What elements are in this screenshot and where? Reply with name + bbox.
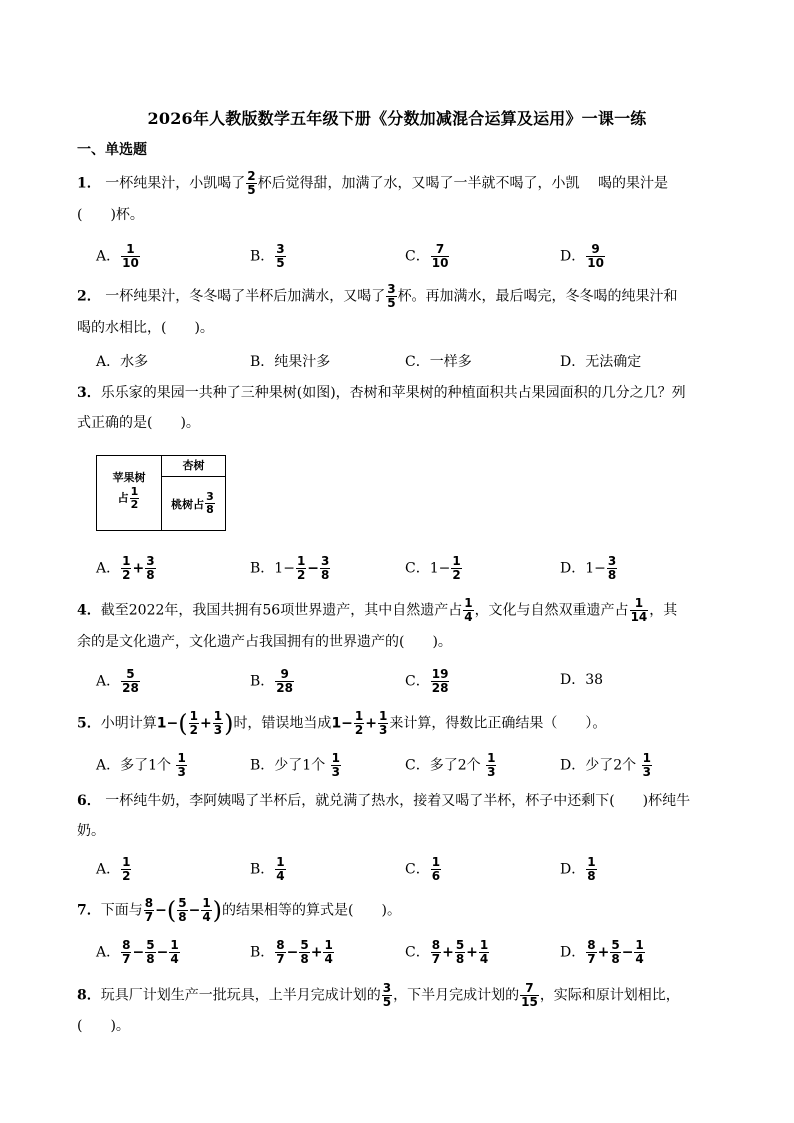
option-b[interactable]: B．1− $\frac{1}{2}$ − $\frac{3}{8}$: [250, 554, 330, 582]
option-d[interactable]: D．无法确定: [560, 354, 642, 370]
question-3: 3．乐乐家的果园一共种了三种果树(如图)，杏树和苹果树的种植面积共占果园面积的几分之几？列: [77, 385, 686, 401]
peach-region: 桃树占 $\frac{3}{8}$: [171, 490, 214, 516]
option-d[interactable]: D． $\frac{9}{10}$: [560, 242, 604, 270]
option-a[interactable]: A． $\frac{1}{2}$: [96, 855, 131, 883]
question-7: 7．下面与 $\frac{8}{7}$ −( $\frac{5}{8}$ − $\frac{1}{4}$ )的结果相等的算式是( )。: [77, 896, 401, 925]
option-d[interactable]: D．少了2个 $\frac{1}{3}$: [560, 751, 651, 779]
question-4-line2: 余的是文化遗产，文化遗产占我国拥有的世界遗产的( )。: [77, 634, 452, 650]
question-number: 5．: [77, 715, 101, 732]
option-b[interactable]: B． $\frac{9}{28}$: [250, 667, 293, 695]
question-number: 8．: [77, 987, 101, 1004]
option-a[interactable]: A． $\frac{1}{10}$: [96, 242, 139, 270]
option-b[interactable]: B． $\frac{1}{4}$: [250, 855, 285, 883]
option-b[interactable]: B．少了1个 $\frac{1}{3}$: [250, 751, 341, 779]
option-b[interactable]: B． $\frac{8}{7}$ − $\frac{5}{8}$ + $\frac{1}{4}$: [250, 938, 333, 966]
fraction: $\frac{2}{5}$: [247, 169, 256, 197]
option-b[interactable]: B． $\frac{3}{5}$: [250, 242, 285, 270]
question-number: 6．: [77, 793, 101, 809]
apple-region: 苹果树 占 $\frac{1}{2}$: [97, 456, 162, 530]
option-c[interactable]: C． $\frac{7}{10}$: [405, 242, 449, 270]
fraction: $\frac{3}{5}$: [387, 282, 396, 310]
section-heading: 一、单选题: [77, 142, 147, 158]
option-a[interactable]: A． $\frac{8}{7}$ − $\frac{5}{8}$ − $\frac{1}{4}$: [96, 938, 179, 966]
option-b[interactable]: B．纯果汁多: [250, 354, 331, 370]
option-d[interactable]: D．1− $\frac{3}{8}$: [560, 554, 617, 582]
question-number: 3．: [77, 385, 101, 401]
question-2-line2: 喝的水相比，( )。: [77, 320, 214, 336]
question-number: 7．: [77, 902, 101, 919]
option-d[interactable]: D． $\frac{8}{7}$ + $\frac{5}{8}$ − $\frac{1}{4}$: [560, 938, 644, 966]
option-c[interactable]: C． $\frac{1}{6}$: [405, 855, 441, 883]
question-number: 1．: [77, 175, 101, 192]
question-3-line2: 式正确的是( )。: [77, 415, 200, 431]
option-c[interactable]: C．一样多: [405, 354, 472, 370]
question-4: 4．截至2022年，我国共拥有56项世界遗产，其中自然遗产占 $\frac{1}{4}$ ，文化与自然双重遗产占 $\frac{1}{14}$ ，其: [77, 596, 678, 624]
apricot-region: 杏树: [162, 456, 225, 477]
option-a[interactable]: A．多了1个 $\frac{1}{3}$: [96, 751, 186, 779]
question-6-line2: 奶。: [77, 823, 105, 839]
question-1-line2: ( )杯。: [77, 207, 144, 223]
question-2: 2． 一杯纯果汁，冬冬喝了半杯后加满水，又喝了 $\frac{3}{5}$ 杯。再加满水，最后喝完，冬冬喝的纯果汁和: [77, 282, 678, 310]
question-text: 杯后觉得甜，加满了水，又喝了一半就不喝了，小凯 喝的果汁是: [257, 175, 669, 192]
question-8: 8．玩具厂计划生产一批玩具，上半月完成计划的 $\frac{3}{5}$ ，下半月完成计划的 $\frac{7}{15}$ ，实际和原计划相比，: [77, 981, 680, 1009]
option-a[interactable]: A． $\frac{1}{2}$ + $\frac{3}{8}$: [96, 554, 155, 582]
question-text: 一杯纯果汁，小凯喝了: [100, 175, 246, 192]
question-5: 5．小明计算1−( $\frac{1}{2}$ + $\frac{1}{3}$ )时，错误地当成1− $\frac{1}{2}$ + $\frac{1}{3}$ 来计算，得数比正确结果（ ）。: [77, 709, 607, 738]
option-c[interactable]: C． $\frac{19}{28}$: [405, 667, 449, 695]
option-c[interactable]: C．1− $\frac{1}{2}$: [405, 554, 461, 582]
question-number: 2．: [77, 288, 101, 305]
option-d[interactable]: D． $\frac{1}{8}$: [560, 855, 596, 883]
option-a[interactable]: A． $\frac{5}{28}$: [96, 667, 139, 695]
option-c[interactable]: C．多了2个 $\frac{1}{3}$: [405, 751, 496, 779]
option-d[interactable]: D．38: [560, 672, 604, 688]
question-8-line2: ( )。: [77, 1018, 130, 1034]
option-c[interactable]: C． $\frac{8}{7}$ + $\frac{5}{8}$ + $\frac{1}{4}$: [405, 938, 489, 966]
orchard-diagram: [96, 455, 226, 531]
question-1: [77, 170, 727, 197]
question-6: 6． 一杯纯牛奶，李阿姨喝了半杯后，就兑满了热水，接着又喝了半杯，杯子中还剩下( )杯纯牛: [77, 793, 691, 809]
option-a[interactable]: A．水多: [96, 354, 149, 370]
question-number: 4．: [77, 602, 101, 619]
page-title: 2026年人教版数学五年级下册《分数加减混合运算及运用》一课一练: [147, 109, 647, 128]
